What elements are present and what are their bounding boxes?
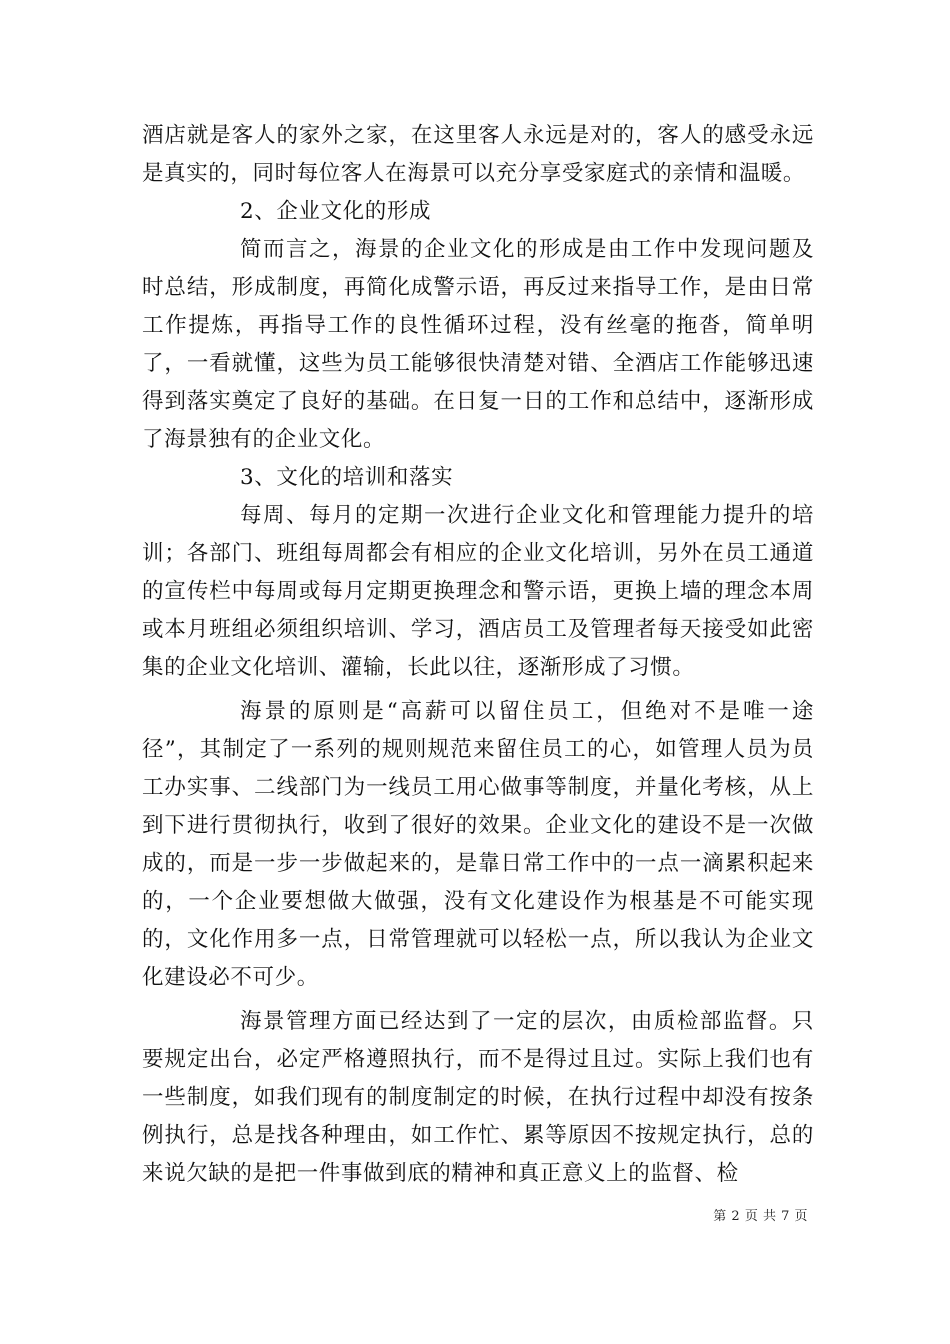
paragraph-principle: 海景的原则是“高薪可以留住员工，但绝对不是唯一途径”，其制定了一系列的规则规范来留住员工的心，如管理人员为员工办实事、二线部门为一线员工用心做事等制度，并量化考核，从上到下进行贯彻执行，收到了很好的效果。企业文化的建设不是一次做成的，而是一步一步做起来的，是靠日常工作中的一点一滴累积起来的，一个企业要想做大做强，没有文化建设作为根基是不可能实现的，文化作用多一点，日常管理就可以轻松一点，所以我认为企业文化建设必不可少。: [142, 699, 814, 990]
document-body: [142, 117, 814, 1193]
paragraph-culture-formation: 简而言之，海景的企业文化的形成是由工作中发现问题及时总结，形成制度，再简化成警示语，再反过来指导工作，是由日常工作提炼，再指导工作的良性循环过程，没有丝毫的拖沓，简单明了，一看就懂，这些为员工能够很快清楚对错、全酒店工作能够迅速得到落实奠定了良好的基础。在日复一日的工作和总结中，逐渐形成了海景独有的企业文化。: [142, 237, 814, 452]
paragraph-continuation: 酒店就是客人的家外之家，在这里客人永远是对的，客人的感受永远是真实的，同时每位客人在海景可以充分享受家庭式的亲情和温暖。: [142, 123, 814, 186]
paragraph-training: 每周、每月的定期一次进行企业文化和管理能力提升的培训；各部门、班组每周都会有相应的企业文化培训，另外在员工通道的宣传栏中每周或每月定期更换理念和警示语，更换上墙的理念本周或本月班组必须组织培训、学习，酒店员工及管理者每天接受如此密集的企业文化培训、灌输，长此以往，逐渐形成了习惯。: [142, 503, 814, 680]
page-number-footer: 第 2 页 共 7 页: [713, 1209, 808, 1224]
paragraph-management: 海景管理方面已经达到了一定的层次，由质检部监督。只要规定出台，必定严格遵照执行，而不是得过且过。实际上我们也有一些制度，如我们现有的制度制定的时候，在执行过程中却没有按条例执行，总是找各种理由，如工作忙、累等原因不按规定执行，总的来说欠缺的是把一件事做到底的精神和真正意义上的监督、检: [142, 1009, 814, 1186]
section-heading-3: 3、文化的培训和落实: [240, 465, 454, 490]
section-heading-2: 2、企业文化的形成: [240, 199, 432, 224]
